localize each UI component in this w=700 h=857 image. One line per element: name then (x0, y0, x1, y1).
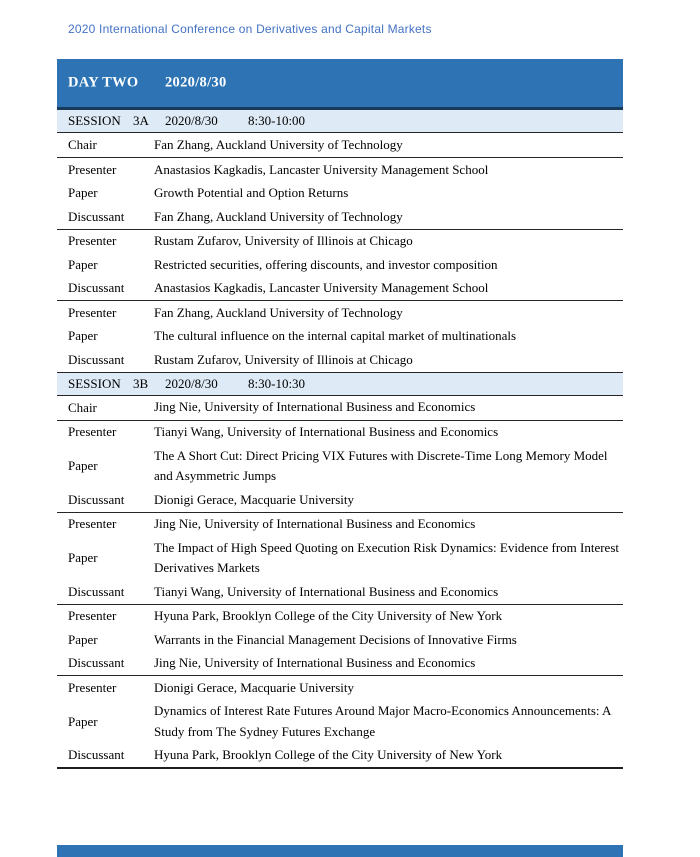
table-row-paper (57, 444, 623, 488)
table-row-discussant (57, 348, 623, 372)
discussant-name: Jing Nie, University of International Business and Economics (154, 655, 476, 670)
row-label: Discussant (68, 583, 125, 599)
table-row-paper (57, 182, 623, 206)
schedule-table (57, 59, 623, 769)
paper-group (57, 230, 623, 302)
paper-title: Restricted securities, offering discounts, and investor composition (154, 256, 498, 272)
table-row-paper (57, 700, 623, 744)
session-label: SESSION (68, 375, 121, 391)
row-label: Presenter (68, 516, 117, 532)
row-label: Presenter (68, 424, 117, 440)
day-header-date: 2020/8/30 (165, 74, 227, 91)
table-row-chair (57, 396, 623, 421)
table-row-discussant (57, 580, 623, 604)
table-row-discussant (57, 488, 623, 512)
row-label: Paper (68, 550, 98, 565)
discussant-name: Anastasios Kagkadis, Lancaster University Management School (154, 280, 489, 295)
session-time: 8:30-10:00 (248, 113, 306, 128)
presenter-name: Rustam Zufarov, University of Illinois at Chicago (154, 233, 413, 248)
row-label: Discussant (68, 208, 125, 224)
table-row-presenter (57, 230, 623, 254)
presenter-name: Tianyi Wang, University of International Business and Economics (154, 424, 499, 439)
row-label: Discussant (68, 280, 125, 296)
table-row-presenter (57, 158, 623, 182)
session-3a-header-row (57, 110, 623, 133)
presenter-name: Jing Nie, University of International Business and Economics (154, 516, 476, 531)
presenter-name: Fan Zhang, Auckland University of Technology (154, 304, 403, 320)
discussant-name: Fan Zhang, Auckland University of Technology (154, 208, 403, 224)
row-label: Chair (68, 399, 97, 415)
presenter-name: Hyuna Park, Brooklyn College of the City University of New York (154, 608, 503, 623)
row-label: Paper (68, 256, 98, 272)
table-row-discussant (57, 744, 623, 768)
paper-group (57, 513, 623, 605)
row-label: Paper (68, 713, 98, 729)
paper-group (57, 421, 623, 513)
table-row-paper (57, 536, 623, 580)
table-row-discussant (57, 277, 623, 301)
table-row-paper (57, 325, 623, 349)
table-row-presenter (57, 421, 623, 445)
row-label: Presenter (68, 679, 117, 695)
session-time: 8:30-10:30 (248, 375, 306, 391)
row-label: Paper (68, 328, 98, 344)
table-row-paper (57, 628, 623, 652)
row-label: Discussant (68, 747, 125, 763)
next-page-header-strip (57, 845, 623, 857)
presenter-name: Anastasios Kagkadis, Lancaster University Management School (154, 161, 489, 177)
session-date: 2020/8/30 (165, 113, 218, 128)
paper-title: The Impact of High Speed Quoting on Execution Risk Dynamics: Evidence from Interest Derivatives Markets (154, 539, 619, 575)
paper-group (57, 158, 623, 230)
session-date: 2020/8/30 (165, 375, 218, 391)
session-code: 3A (133, 113, 149, 128)
paper-title: Warrants in the Financial Management Decisions of Innovative Firms (154, 631, 517, 647)
row-label: Discussant (68, 491, 125, 507)
session-3b-header-row (57, 373, 623, 396)
table-row-discussant (57, 652, 623, 676)
row-label: Presenter (68, 608, 117, 624)
table-row-paper (57, 253, 623, 277)
presenter-name: Dionigi Gerace, Macquarie University (154, 679, 354, 695)
paper-group (57, 676, 623, 769)
row-label: Presenter (68, 304, 117, 320)
chair-name: Fan Zhang, Auckland University of Technology (154, 136, 403, 152)
row-label: Presenter (68, 161, 117, 177)
paper-title: The A Short Cut: Direct Pricing VIX Futures with Discrete-Time Long Memory Model and Asymmetric Jumps (154, 447, 608, 483)
table-row-presenter (57, 301, 623, 325)
table-row-presenter (57, 513, 623, 537)
document-title: 2020 International Conference on Derivatives and Capital Markets (68, 22, 432, 36)
table-row-presenter (57, 605, 623, 629)
row-label: Paper (68, 185, 98, 201)
row-label: Paper (68, 458, 98, 473)
row-label: Discussant (68, 351, 125, 367)
paper-title: Dynamics of Interest Rate Futures Around Major Macro-Economics Announcements: A Study from The Sydney Futures Exchange (154, 703, 611, 739)
paper-title: Growth Potential and Option Returns (154, 185, 349, 200)
table-row-discussant (57, 205, 623, 229)
session-code: 3B (133, 375, 149, 391)
table-row-chair (57, 133, 623, 158)
row-label: Discussant (68, 655, 125, 671)
day-header-label: DAY TWO (68, 74, 139, 91)
discussant-name: Tianyi Wang, University of International Business and Economics (154, 583, 499, 599)
row-label: Paper (68, 631, 98, 647)
table-row-presenter (57, 676, 623, 700)
day-header-bar (57, 59, 623, 110)
paper-group (57, 605, 623, 677)
paper-group (57, 301, 623, 373)
discussant-name: Dionigi Gerace, Macquarie University (154, 491, 354, 507)
discussant-name: Hyuna Park, Brooklyn College of the City University of New York (154, 747, 503, 762)
chair-name: Jing Nie, University of International Business and Economics (154, 399, 476, 415)
paper-title: The cultural influence on the internal capital market of multinationals (154, 328, 517, 343)
discussant-name: Rustam Zufarov, University of Illinois at Chicago (154, 351, 413, 367)
row-label: Presenter (68, 233, 117, 249)
session-label: SESSION (68, 113, 121, 128)
row-label: Chair (68, 137, 97, 152)
